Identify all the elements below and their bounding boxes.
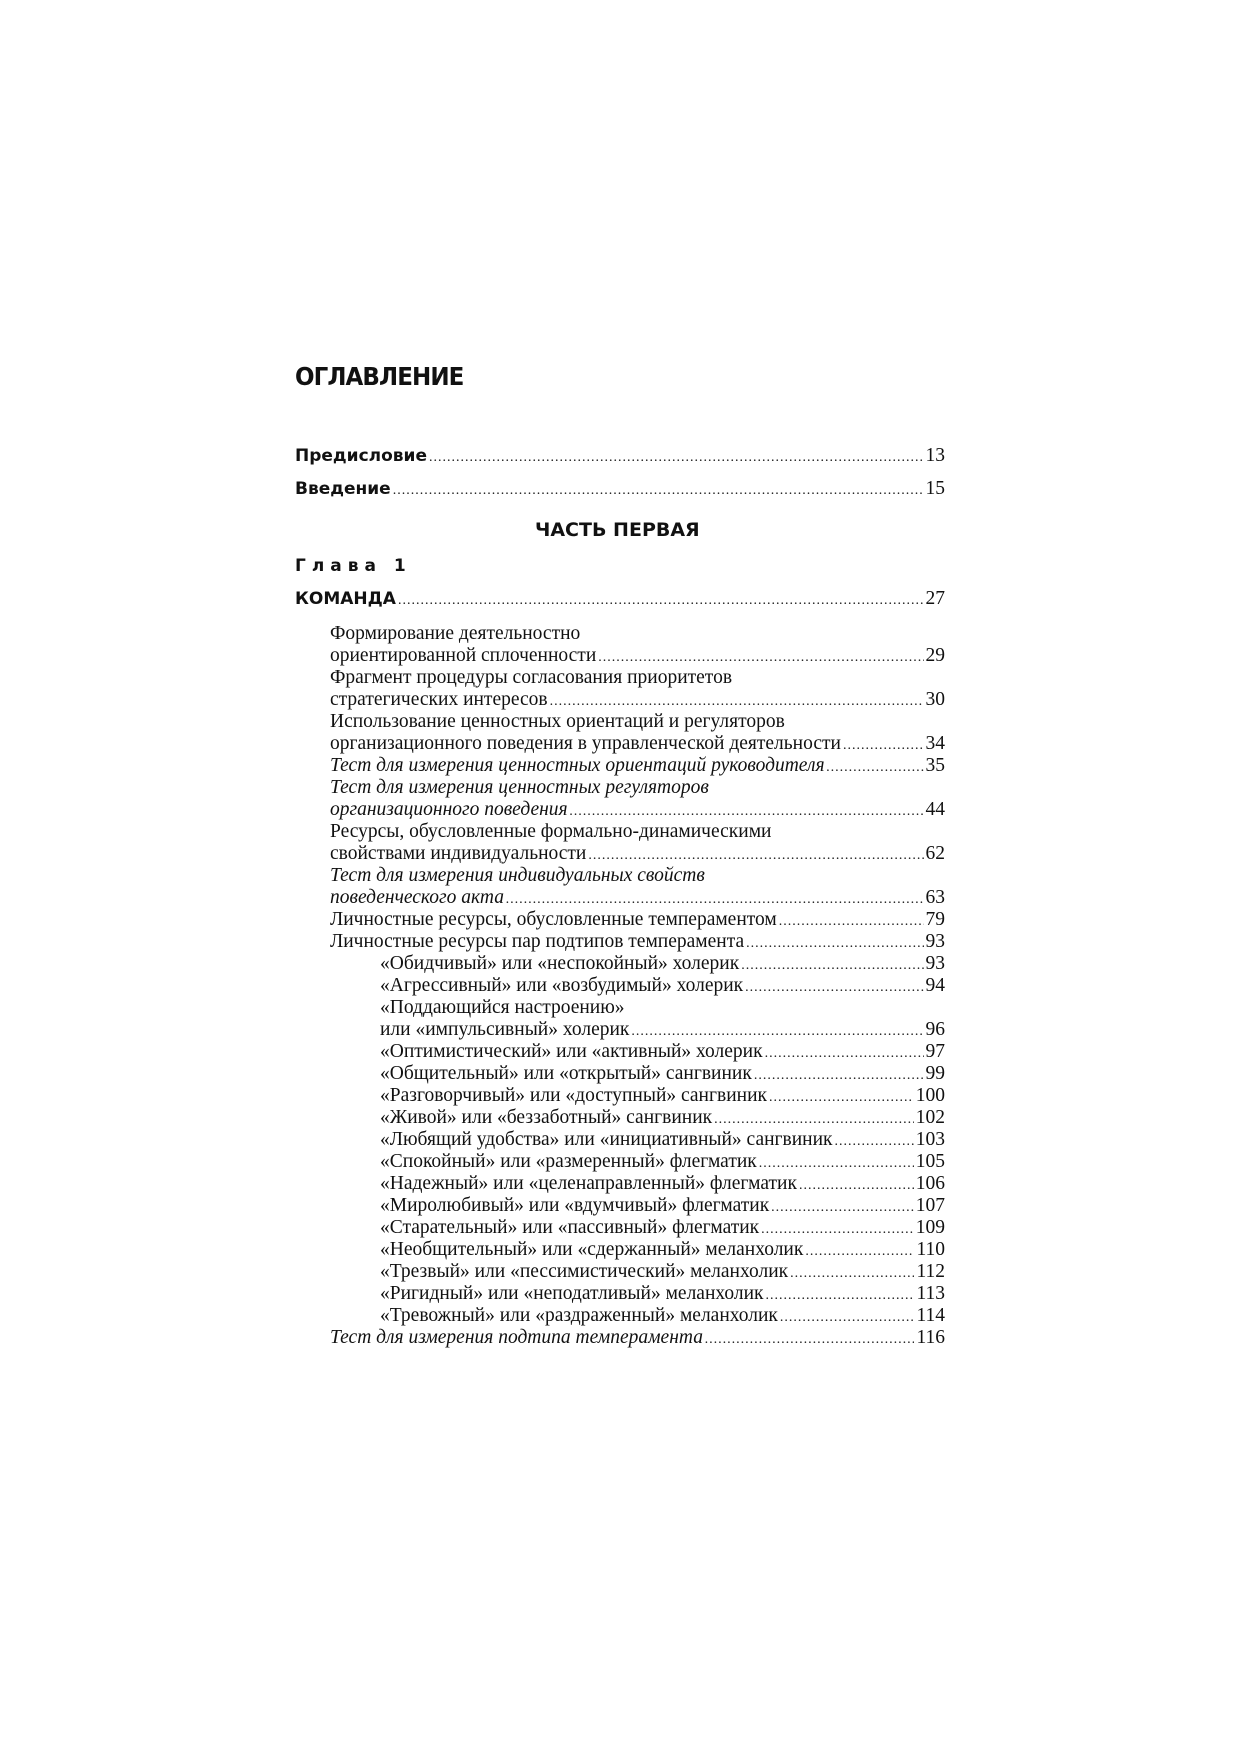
toc-page-number: 97: [925, 1041, 945, 1062]
toc-page-number: 93: [925, 953, 945, 974]
dot-leader: [393, 478, 924, 502]
toc-entry-label: «Надежный» или «целенаправленный» флегматик: [380, 1173, 797, 1194]
toc-entry-label: «Трезвый» или «пессимистический» меланхолик: [380, 1261, 789, 1282]
dot-leader: [843, 733, 924, 757]
toc-entry-label: свойствами индивидуальности: [330, 843, 587, 864]
dot-leader: [827, 755, 924, 779]
dot-leader: [799, 1173, 914, 1197]
toc-page-number: 94: [925, 975, 945, 996]
toc-entry-label: «Любящий удобства» или «инициативный» сангвиник: [380, 1129, 833, 1150]
toc-entry[interactable]: [330, 1327, 945, 1351]
page-title: ОГЛАВЛЕНИЕ: [295, 362, 464, 391]
dot-leader: [835, 1129, 914, 1153]
toc-entry-line: Формирование деятельностно: [330, 623, 581, 644]
toc-page-number: 63: [925, 887, 945, 908]
toc-entry[interactable]: [330, 733, 945, 757]
toc-entry-label: Предисловие: [295, 446, 427, 466]
toc-entry-label: «Разговорчивый» или «доступный» сангвиник: [380, 1085, 767, 1106]
part-heading: ЧАСТЬ ПЕРВАЯ: [535, 519, 700, 541]
toc-subentry[interactable]: [380, 1217, 945, 1241]
dot-leader: [805, 1239, 914, 1263]
toc-subentry[interactable]: [380, 1261, 945, 1285]
toc-subentry[interactable]: [380, 1283, 945, 1307]
dot-leader: [765, 1041, 924, 1065]
toc-page-number: 27: [925, 588, 945, 609]
dot-leader: [705, 1327, 915, 1351]
toc-entry[interactable]: [330, 645, 945, 669]
toc-entry[interactable]: [330, 887, 945, 911]
toc-page-number: 112: [916, 1261, 945, 1282]
toc-entry[interactable]: [330, 755, 945, 779]
toc-subentry[interactable]: [380, 1107, 945, 1131]
toc-page-number: 107: [915, 1195, 945, 1216]
toc-page-number: 99: [925, 1063, 945, 1084]
toc-entry-label: «Ригидный» или «неподатливый» меланхолик: [380, 1283, 764, 1304]
toc-page-number: 79: [925, 909, 945, 930]
toc-page-number: 62: [925, 843, 945, 864]
toc-page-number: 44: [925, 799, 945, 820]
dot-leader: [779, 909, 924, 933]
toc-entry-label: Личностные ресурсы пар подтипов темперамента: [330, 931, 745, 952]
dot-leader: [761, 1217, 914, 1241]
toc-entry-line: Тест для измерения ценностных регуляторов: [330, 777, 709, 798]
toc-entry-label: Тест для измерения ценностных ориентаций руководителя: [330, 755, 825, 776]
toc-page-number: 102: [915, 1107, 945, 1128]
toc-entry-label: поведенческого акта: [330, 887, 504, 908]
toc-entry-introduction[interactable]: [295, 478, 945, 502]
toc-entry-line: Использование ценностных ориентаций и регуляторов: [330, 711, 785, 732]
toc-page-number: 100: [915, 1085, 945, 1106]
toc-entry-label: Введение: [295, 479, 391, 499]
toc-entry-label: «Старательный» или «пассивный» флегматик: [380, 1217, 760, 1238]
toc-entry-label: КОМАНДА: [295, 589, 396, 609]
toc-page-number: 30: [925, 689, 945, 710]
toc-page-number: 110: [916, 1239, 945, 1260]
toc-entry-label: «Миролюбивый» или «вдумчивый» флегматик: [380, 1195, 770, 1216]
toc-page-number: 34: [925, 733, 945, 754]
toc-entry-label: стратегических интересов: [330, 689, 548, 710]
toc-entry-preface[interactable]: [295, 445, 945, 469]
dot-leader: [714, 1107, 914, 1131]
toc-entry[interactable]: [330, 843, 945, 867]
toc-page-number: 109: [915, 1217, 945, 1238]
dot-leader: [741, 953, 923, 977]
dot-leader: [398, 588, 924, 612]
dot-leader: [631, 1019, 923, 1043]
toc-page-number: 114: [916, 1305, 945, 1326]
toc-entry-label: организационного поведения: [330, 799, 568, 820]
dot-leader: [746, 931, 923, 955]
toc-entry-label: «Общительный» или «открытый» сангвиник: [380, 1063, 752, 1084]
toc-subentry[interactable]: [380, 1173, 945, 1197]
dot-leader: [780, 1305, 915, 1329]
toc-page-number: 35: [925, 755, 945, 776]
toc-subentry[interactable]: [380, 975, 945, 999]
toc-entry-chapter-title[interactable]: [295, 588, 945, 612]
toc-subentry[interactable]: [380, 1305, 945, 1329]
toc-subentry[interactable]: [380, 1085, 945, 1109]
toc-entry-line: «Поддающийся настроению»: [380, 997, 625, 1018]
toc-subentry[interactable]: [380, 1195, 945, 1219]
dot-leader: [745, 975, 923, 999]
dot-leader: [598, 645, 923, 669]
toc-page-number: 113: [916, 1283, 945, 1304]
dot-leader: [769, 1085, 914, 1109]
dot-leader: [759, 1151, 914, 1175]
toc-subentry[interactable]: [380, 953, 945, 977]
toc-subentry[interactable]: [380, 1019, 945, 1043]
toc-entry-label: «Обидчивый» или «неспокойный» холерик: [380, 953, 740, 974]
toc-subentry[interactable]: [380, 1063, 945, 1087]
dot-leader: [588, 843, 923, 867]
dot-leader: [771, 1195, 914, 1219]
dot-leader: [790, 1261, 914, 1285]
toc-page-number: 29: [925, 645, 945, 666]
dot-leader: [429, 445, 924, 469]
toc-entry-label: «Живой» или «беззаботный» сангвиник: [380, 1107, 713, 1128]
toc-subentry[interactable]: [380, 1041, 945, 1065]
toc-page-number: 15: [925, 478, 945, 499]
toc-page-number: 96: [925, 1019, 945, 1040]
toc-entry-label: Тест для измерения подтипа темперамента: [330, 1327, 703, 1348]
toc-entry-label: или «импульсивный» холерик: [380, 1019, 630, 1040]
dot-leader: [506, 887, 924, 911]
dot-leader: [766, 1283, 915, 1307]
toc-page-number: 13: [925, 445, 945, 466]
toc-entry-label: «Необщительный» или «сдержанный» меланхолик: [380, 1239, 804, 1260]
toc-entry-label: Личностные ресурсы, обусловленные темпераментом: [330, 909, 777, 930]
toc-entry[interactable]: [330, 799, 945, 823]
toc-entry-label: ориентированной сплоченности: [330, 645, 597, 666]
chapter-label: Глава 1: [295, 556, 412, 576]
toc-entry[interactable]: [330, 909, 945, 933]
toc-subentry[interactable]: [380, 1129, 945, 1153]
toc-entry-label: «Агрессивный» или «возбудимый» холерик: [380, 975, 744, 996]
toc-page-number: 106: [915, 1173, 945, 1194]
toc-entry-line: Ресурсы, обусловленные формально-динамическими: [330, 821, 772, 842]
toc-entry-line: Фрагмент процедуры согласования приоритетов: [330, 667, 733, 688]
toc-entry[interactable]: [330, 689, 945, 713]
dot-leader: [550, 689, 924, 713]
toc-entry-line: Тест для измерения индивидуальных свойств: [330, 865, 705, 886]
toc-entry-label: организационного поведения в управленческой деятельности: [330, 733, 841, 754]
toc-subentry[interactable]: [380, 1239, 945, 1263]
toc-entry-label: «Спокойный» или «размеренный» флегматик: [380, 1151, 757, 1172]
toc-page-number: 116: [916, 1327, 945, 1348]
dot-leader: [754, 1063, 924, 1087]
toc-entry[interactable]: [330, 931, 945, 955]
toc-subentry[interactable]: [380, 1151, 945, 1175]
toc-page-number: 103: [915, 1129, 945, 1150]
toc-entry-label: «Оптимистический» или «активный» холерик: [380, 1041, 763, 1062]
toc-entry-label: «Тревожный» или «раздраженный» меланхолик: [380, 1305, 778, 1326]
toc-page-number: 93: [925, 931, 945, 952]
toc-page-number: 105: [915, 1151, 945, 1172]
dot-leader: [570, 799, 924, 823]
